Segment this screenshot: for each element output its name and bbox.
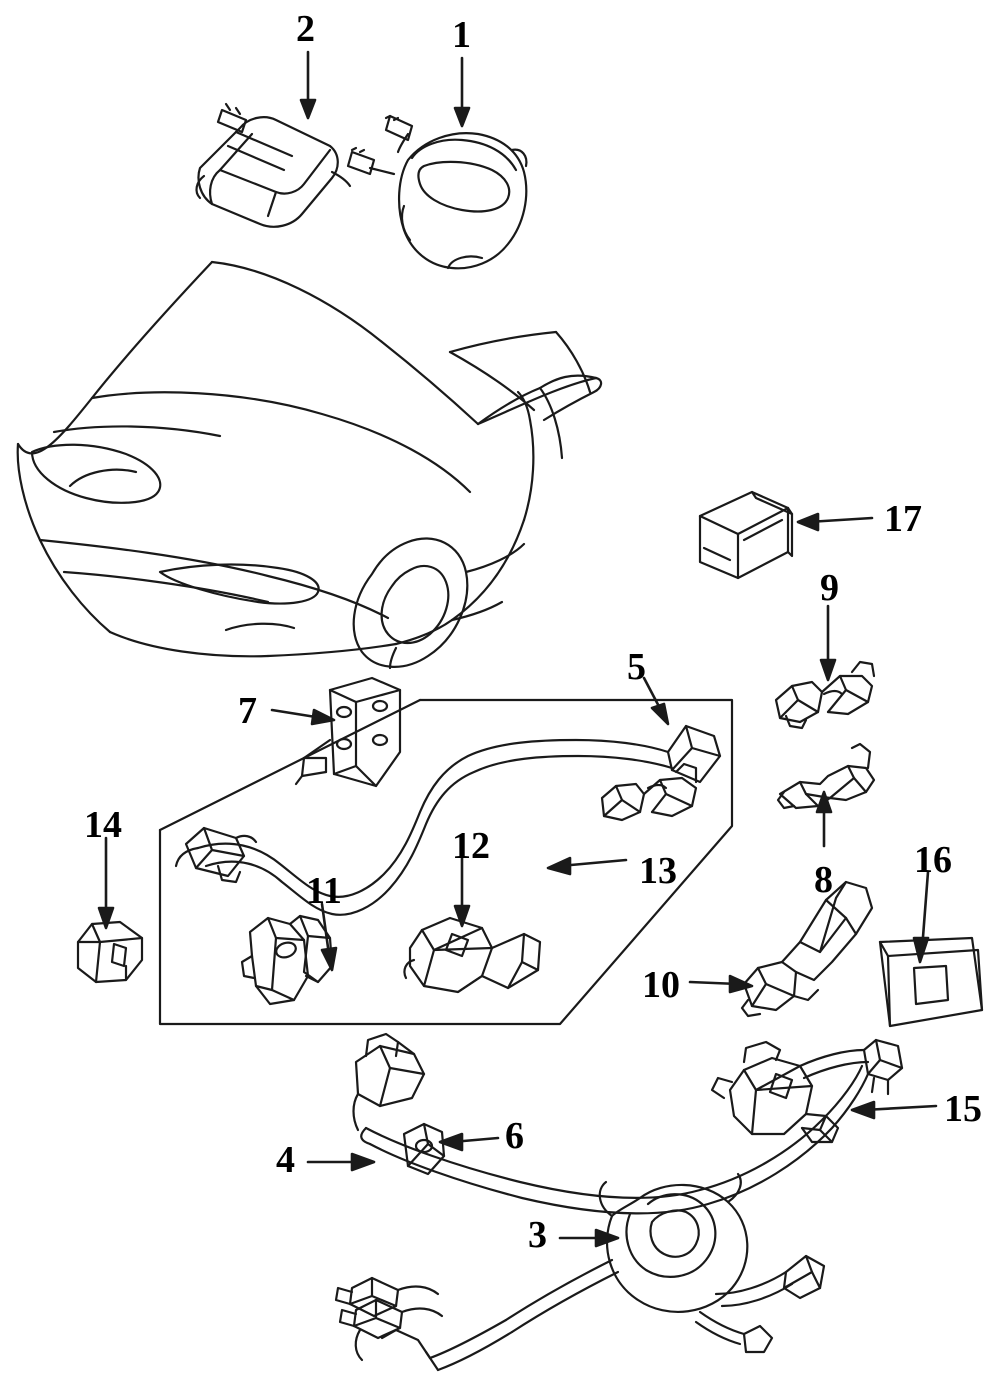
- part-sensor-bracket-11: [242, 916, 332, 1004]
- vehicle-outline: [18, 262, 601, 668]
- part-srs-control-unit: [700, 492, 792, 578]
- part-driver-airbag-module: [348, 116, 526, 268]
- callout-15: 15: [944, 1088, 982, 1130]
- part-front-impact-sensor-12: [404, 918, 540, 992]
- callout-5: 5: [627, 646, 646, 688]
- callout-10: 10: [642, 964, 680, 1006]
- part-grommet-13: [602, 764, 696, 820]
- callout-13: 13: [639, 850, 677, 892]
- callout-14: 14: [84, 804, 122, 846]
- part-clock-spring-3: [336, 1174, 824, 1370]
- callout-17: 17: [884, 498, 922, 540]
- callout-2: 2: [296, 8, 315, 50]
- callout-8: 8: [814, 859, 833, 901]
- part-passenger-airbag-module: [197, 104, 350, 227]
- part-side-airbag-sensor-15: [712, 1040, 902, 1142]
- callout-11: 11: [306, 870, 342, 912]
- part-side-sensor-bracket-10: [742, 882, 872, 1016]
- callout-12: 12: [452, 825, 490, 867]
- callout-6: 6: [505, 1115, 524, 1157]
- callout-16: 16: [914, 839, 952, 881]
- callout-3: 3: [528, 1214, 547, 1256]
- callout-1: 1: [452, 14, 471, 56]
- callout-7: 7: [238, 690, 257, 732]
- callout-4: 4: [276, 1139, 295, 1181]
- part-mounting-bracket-7: [296, 678, 400, 786]
- callout-9: 9: [820, 567, 839, 609]
- part-front-wire-harness-4: [354, 1034, 869, 1213]
- part-srs-label-plate-16: [880, 938, 982, 1026]
- part-cover-cap-14: [78, 922, 142, 982]
